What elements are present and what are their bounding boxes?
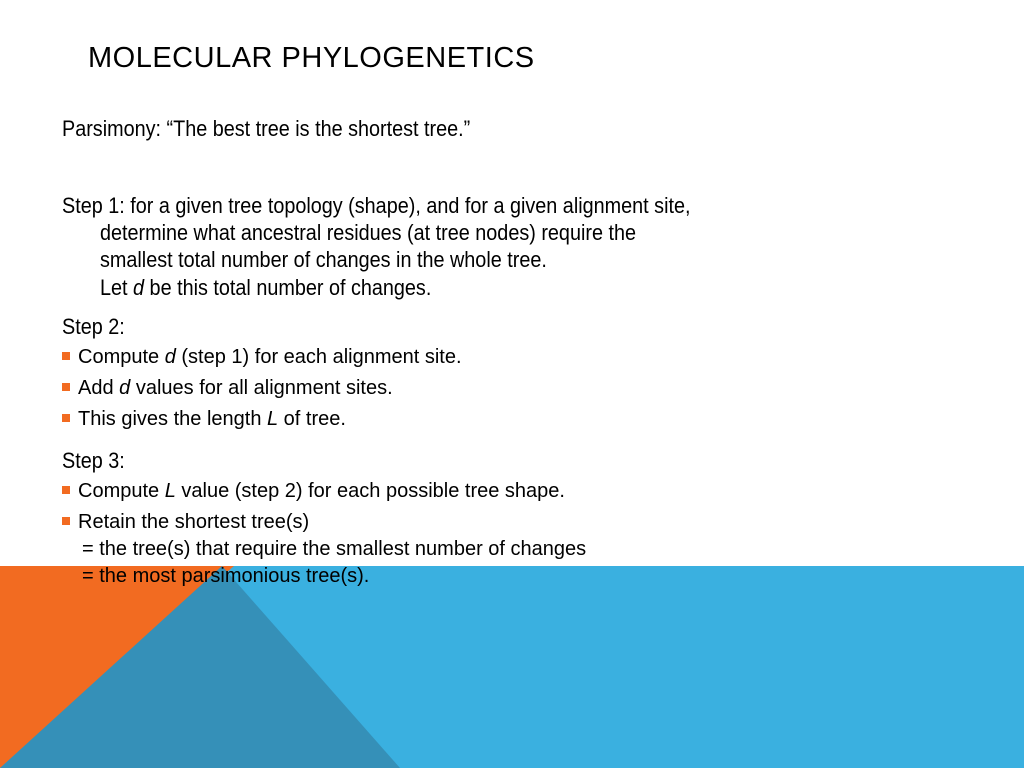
step1-line3: smallest total number of changes in the whole tree. bbox=[100, 247, 547, 272]
step3-sub-2: = the most parsimonious tree(s). bbox=[82, 565, 370, 587]
step2-bullet-3 bbox=[62, 408, 346, 431]
step3-heading: Step 3: bbox=[62, 448, 125, 473]
step2-b1-post: (step 1) for each alignment site. bbox=[175, 346, 462, 368]
parsimony-statement: Parsimony: “The best tree is the shortest tree.” bbox=[62, 116, 471, 141]
step1-line1: Step 1: for a given tree topology (shape), and for a given alignment site, bbox=[62, 193, 691, 218]
bullet-square-icon bbox=[62, 517, 70, 525]
bullet-square-icon bbox=[62, 383, 70, 391]
step1-line4 bbox=[100, 275, 431, 301]
step2-b1-pre: Compute bbox=[78, 346, 165, 368]
step1-line4-pre: Let bbox=[100, 275, 134, 300]
step2-b3-pre: This gives the length bbox=[78, 408, 267, 430]
step3-bullet-1 bbox=[62, 480, 565, 503]
step2-bullet-2 bbox=[62, 377, 393, 400]
step2-b2-post: values for all alignment sites. bbox=[130, 377, 393, 399]
step2-b3-post: of tree. bbox=[278, 408, 346, 430]
step2-b2-var: d bbox=[119, 377, 131, 399]
bullet-square-icon bbox=[62, 352, 70, 360]
step3-b1-post: value (step 2) for each possible tree shape. bbox=[175, 480, 565, 502]
bullet-square-icon bbox=[62, 414, 70, 422]
step1-line2: determine what ancestral residues (at tree nodes) require the bbox=[100, 220, 636, 245]
slide-title: MOLECULAR PHYLOGENETICS bbox=[88, 42, 535, 74]
step2-b3-var: L bbox=[267, 408, 279, 430]
bullet-square-icon bbox=[62, 486, 70, 494]
step1-var-d: d bbox=[133, 275, 145, 300]
step2-heading: Step 2: bbox=[62, 314, 125, 339]
step3-bullet-2 bbox=[62, 511, 309, 534]
step2-bullet-1 bbox=[62, 346, 462, 369]
step2-b1-var: d bbox=[164, 346, 176, 368]
step3-b1-pre: Compute bbox=[78, 480, 165, 502]
step3-sub-1: = the tree(s) that require the smallest number of changes bbox=[82, 538, 587, 560]
step1-line4-post: be this total number of changes. bbox=[144, 275, 432, 300]
step3-b1-var: L bbox=[164, 480, 176, 502]
step3-b2: Retain the shortest tree(s) bbox=[78, 511, 310, 533]
step2-b2-pre: Add bbox=[78, 377, 120, 399]
